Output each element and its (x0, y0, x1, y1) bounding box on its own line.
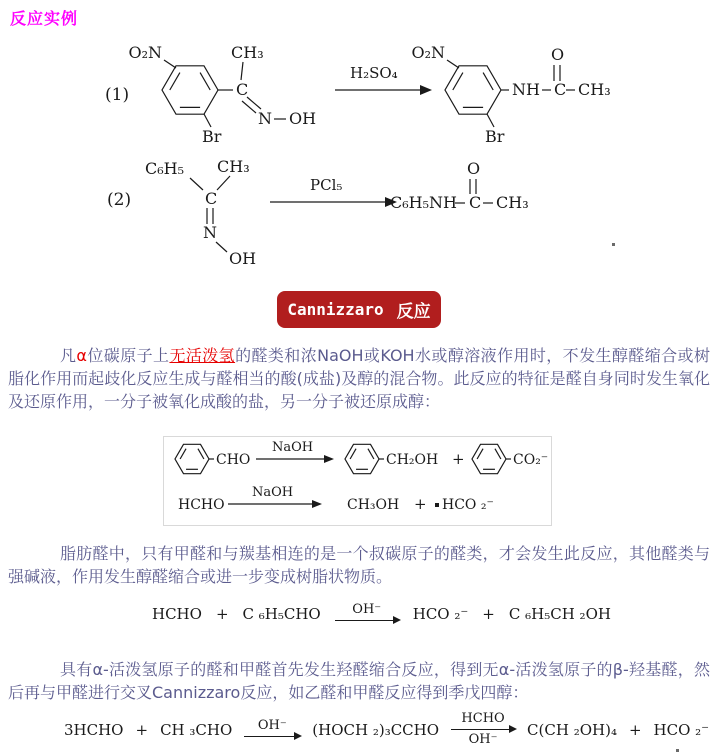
ch2oh-label: CH₂OH (386, 452, 439, 468)
bond-n-oh (216, 242, 227, 252)
methyl-label: CH₃ (496, 193, 529, 212)
hcho-label: HCHO (461, 711, 505, 726)
para2-text: 脂肪醛中，只有甲醛和与羰基相连的是一个叔碳原子的醛类，才会发生此反应，其他醛类与强碱液，作用发生醇醛缩合或进一步变成树脂状物质。 (8, 544, 710, 586)
trimethylol-acetaldehyde-term: (HOCH ₂)₃CCHO (312, 720, 440, 739)
cannizzaro-banner (277, 291, 441, 328)
arrow-head (420, 85, 432, 95)
benzoate-ring (472, 444, 506, 473)
formate-label: HCO ₂⁻ (442, 497, 494, 513)
bond-ch3 (241, 62, 243, 80)
bond-br (204, 114, 211, 127)
bond-ch3-c (217, 176, 230, 190)
cursor-artifact-square (435, 503, 439, 507)
nitro-label: O₂N (128, 43, 162, 62)
anilide-label: C₆H₅NH (390, 193, 457, 212)
crossed-cannizzaro-equation (152, 603, 611, 624)
para3-text: 具有α-活泼氢原子的醛和甲醛首先发生羟醛缩合反应，得到无α-活泼氢原子的β-羟基醛，然后再与甲醛进行交叉Cannizzaro反应，如乙醛和甲醛反应得到季戊四醇： (8, 660, 710, 702)
ch3oh-label: CH₃OH (347, 497, 400, 513)
benzyl-alcohol-ring (345, 444, 379, 473)
para1-highlight-no-active-hydrogen: 无活泼氢 (169, 346, 236, 365)
bond-c6h5-c (190, 178, 203, 190)
cannizzaro-scheme-box (163, 436, 552, 526)
plus-sign: + (482, 604, 495, 623)
arrow-shaft (451, 729, 515, 730)
reaction-2-number: (2) (107, 190, 132, 210)
acetaldehyde-term: CH ₃CHO (160, 720, 233, 739)
paragraph-pentaerythritol (8, 658, 710, 704)
cho-label: CHO (216, 452, 251, 468)
banner-chinese-label: 反应 (396, 302, 431, 322)
nitrogen-label: N (203, 223, 217, 242)
reaction-arrow-hcho-oh (451, 712, 515, 747)
hydroxyl-label: OH (229, 249, 257, 266)
para1-rest: 的醛类和浓NaOH或KOH水或醇溶液作用时，不发生醇醛缩合或树脂化作用而起歧化反应生成与醛相当的酸(成盐)及醇的混合物。此反应的特征是醛自身同时发生氧化及还原作用，一分子被氧化成酸的盐，另一分子被还原成醇： (8, 346, 710, 411)
benzyl-alcohol-term: C ₆H₅CH ₂OH (508, 604, 611, 623)
reaction-arrow-oh (244, 719, 300, 740)
carbonyl-o-label: O (551, 45, 565, 64)
nitro-label: O₂N (411, 43, 445, 62)
oh-minus-label: OH⁻ (468, 732, 498, 747)
methyl-label: CH₃ (217, 157, 250, 176)
bond-no2 (164, 60, 176, 68)
arrow-head (324, 455, 334, 463)
conditions-label: H₂SO₄ (350, 64, 398, 82)
conditions-label: PCl₅ (310, 176, 343, 194)
paragraph-cannizzaro-intro (8, 344, 710, 413)
benzaldehyde-ring (175, 444, 209, 473)
para1-alpha: α (76, 346, 87, 365)
carbonyl-c-label: C (554, 80, 567, 99)
paragraph-aliphatic-aldehydes (8, 542, 710, 588)
product-benzene-ring (445, 66, 501, 114)
hydroxyl-label: OH (289, 109, 317, 128)
hcho-term: HCHO (152, 604, 202, 623)
naoh-label: NaOH (272, 440, 314, 455)
pentaerythritol-equation (64, 712, 709, 747)
para1-lead: 凡 (60, 346, 77, 365)
reaction-arrow-oh (335, 603, 399, 624)
oh-minus-label: OH⁻ (352, 602, 382, 617)
plus-sign: + (628, 720, 642, 739)
reaction-1-scheme (95, 38, 695, 148)
reaction-2-scheme (95, 148, 555, 266)
banner-english-label: Cannizzaro (287, 300, 384, 319)
nitrogen-label: N (258, 109, 272, 128)
phenyl-label: C₆H₅ (145, 159, 185, 178)
naoh-label: NaOH (252, 485, 294, 500)
arrow-shaft (244, 736, 300, 737)
pentaerythritol-term: C(CH ₂OH)₄ (527, 720, 617, 739)
carbon-label: C (236, 80, 249, 99)
carbon-label: C (205, 189, 218, 208)
stray-dot (612, 243, 615, 246)
para1-seg2: 位碳原子上 (86, 346, 170, 365)
arrow-head (312, 500, 322, 508)
bond-no2 (447, 60, 459, 68)
methyl-label: CH₃ (231, 43, 264, 62)
reaction-1-number: (1) (105, 85, 130, 105)
stray-dot (676, 749, 679, 752)
plus-sign: + (414, 495, 427, 513)
formate-term: HCO ₂⁻ (653, 720, 710, 739)
co2-label: CO₂⁻ (513, 452, 549, 468)
formate-term: HCO ₂⁻ (412, 604, 469, 623)
benzaldehyde-term: C ₆H₅CHO (242, 604, 321, 623)
plus-sign: + (452, 450, 465, 468)
arrow-shaft (335, 620, 399, 621)
amide-nh-label: NH (512, 80, 540, 99)
bromo-label: Br (485, 127, 505, 146)
oh-minus-label: OH⁻ (257, 718, 287, 733)
plus-sign: + (215, 604, 229, 623)
bond-br (487, 114, 494, 127)
scheme-box-reactions (164, 437, 551, 525)
plus-sign: + (135, 720, 149, 739)
page-title: 反应实例 (10, 9, 79, 28)
methyl-label: CH₃ (578, 80, 611, 99)
carbonyl-c-label: C (469, 193, 482, 212)
reactant-benzene-ring (162, 66, 218, 114)
bromo-label: Br (202, 127, 222, 146)
hcho-label: HCHO (178, 497, 225, 513)
carbonyl-o-label: O (467, 159, 481, 178)
formaldehyde-term: 3HCHO (64, 720, 124, 739)
